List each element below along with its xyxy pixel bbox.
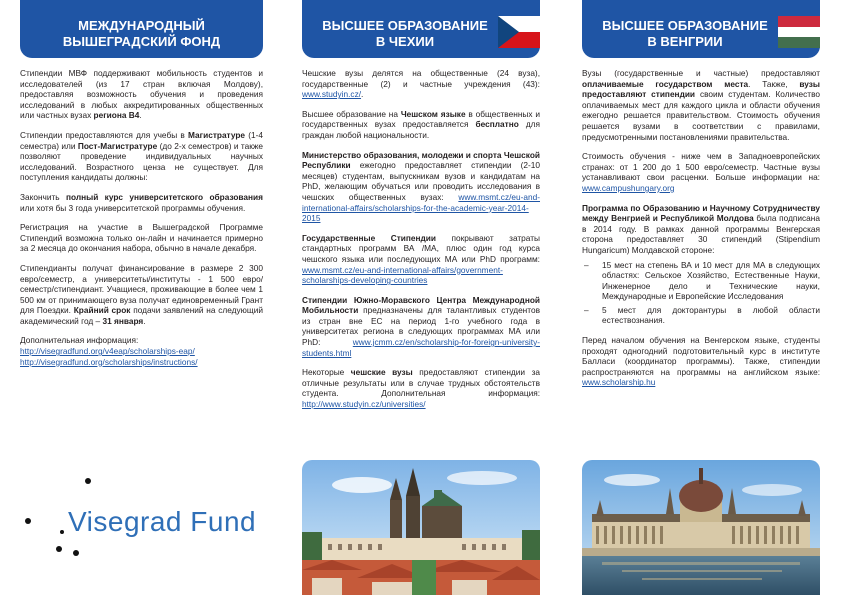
czech-flag-icon (498, 16, 540, 48)
logo-dot (85, 478, 91, 484)
column-body (20, 68, 263, 369)
scholarship-list (582, 260, 820, 327)
paragraph: Дополнительная информация: http://visegradfund.org/v4eap/scholarships-eap/ http://visegradfund.org/scholarships/instructions/ (20, 335, 198, 367)
column-body (302, 68, 540, 419)
paragraph: Высшее образование на Чешском языке в общественных и государственных вузах предоставляется бесплатно для граждан любой национальности. (302, 108, 540, 140)
paragraph: Некоторые чешские вузы предоставляют стипендии за отличные результаты или в случае трудных обстоятельств студента. Дополнительная информация: http://www.studyin.cz/universities/ (302, 367, 540, 410)
logo-dot (60, 530, 64, 534)
paragraph: Вузы (государственные и частные) предоставляют оплачиваемые государством места. Также, вузы предоставляют стипендии своим студентам. Количество оплачиваемых мест для каждого цикла и области обучения ежегодно решается правительством. Стоимость обучения решается вузами в соответствии с правилами, предусмотренными постановлениями правительства. (582, 68, 820, 142)
paragraph: Стипендии МВФ поддерживают мобильность студентов и исследователей (из 17 стран включая Молдову), предоставляя возможность обучения и проведения исследований в любых аккредитированных общественных или частных вузах региона В4. (20, 68, 263, 121)
paragraph: Программа по Образованию и Научному Сотрудничеству между Венгрией и Республикой Молдова была подписана в 2014 году. В рамках данной программы Венгерская сторона предоставляет 30 стипендий (Stipendium Hungaricum) Молдавской стороне: (582, 202, 820, 255)
column-title: МЕЖДУНАРОДНЫЙ ВЫШЕГРАДСКИЙ ФОНД (62, 18, 221, 49)
link-studyin-universities[interactable]: http://www.studyin.cz/universities/ (302, 399, 426, 410)
prague-photo-illustration (302, 460, 540, 595)
column-title: ВЫСШЕЕ ОБРАЗОВАНИЕ В ВЕНГРИИ (602, 18, 768, 49)
link-msmt-scholarships[interactable]: www.msmt.cz/eu-and-international-affairs/scholarships-for-the-academic-year-2014-2015 (302, 191, 540, 224)
paragraph: Стоимость обучения - ниже чем в Западноевропейских странах: от 1 200 до 1 500 евро/семестр. Частные вузы устанавливают свои расценки. Больше информации на: www.campushungary.org (582, 151, 820, 193)
list-item: – 15 мест на степень ВА и 10 мест для МА в следующих областях: Сельское Хозяйство, Естественные Науки, Инженерное дело и Технические науки, Международные и Европейские Исследования (582, 260, 820, 302)
budapest-photo-illustration (582, 460, 820, 595)
column-hungary (582, 0, 820, 595)
link-studyin[interactable]: www.studyin.cz/ (302, 89, 362, 100)
paragraph: Стипендии Южно-Моравского Центра Международной Мобильности предназначены для талантливых студентов из стран вне ЕС на период 1-го учебного года в университетах региона в следующих программах МА или PhD: www.jcmm.cz/en/scholarship-for-foreign-university-students.html (302, 294, 540, 358)
logo-dot (25, 518, 31, 524)
link-scholarship-hu[interactable]: www.scholarship.hu (582, 377, 656, 388)
logo-dot (73, 550, 79, 556)
paragraph: Стипендии предоставляются для учебы в Магистратуре (1-4 семестра) или Пост-Магистратуре (до 2-х семестров) и также позволяют проведение индивидуальных научных исследований. Возрастного ценза не существует. Для поступления кандидаты должны: (20, 129, 264, 183)
paragraph: Регистрация на участие в Вышеградской Программе Стипендий возможна только он-лайн и начинается примерно за 2 месяца до окончания набора, обычно в начале декабря. (20, 222, 263, 254)
paragraph: Закончить полный курс университетского образования или хотя бы 3 года университетской программы обучения. (20, 191, 263, 213)
paragraph: Перед началом обучения на Венгерском языке, студенты проходят одногодний подготовительный курс в институте Балласи (координатор программы). Также, стипендии распространяются на программы на английском языке: www.scholarship.hu (582, 335, 820, 388)
link-visegrad-instructions[interactable]: http://visegradfund.org/scholarships/instructions/ (20, 356, 198, 367)
prague-castle-photo (302, 460, 540, 595)
header-tab (302, 0, 540, 58)
paragraph: Министерство образования, молодежи и спорта Чешской Республики ежегодно предоставляет стипендии (2-10 месяцев) студентам, выпускникам вузов и кандидатам на PhD, желающим обучаться или проводить исследования в чешских общественных вузах: www.msmt.cz/eu-and-international-affairs/scholarships-for-the-academic-year-2014-2015 (302, 149, 540, 224)
column-body (582, 68, 820, 397)
header-tab (582, 0, 820, 58)
link-jcmm[interactable]: www.jcmm.cz/en/scholarship-for-foreign-university-students.html (302, 337, 540, 358)
paragraph: Стипендианты получат финансирование в размере 2 300 евро/семестр, а университеты/институты - 1 500 евро/семестр/стипендиант. Учащиеся, проживающие в более чем 1 500 км от принимающего вуза получат единовременный Грант для Поездки. Крайний срок подачи заявлений на следующий академический год – 31 января. (20, 262, 263, 326)
paragraph: Чешские вузы делятся на общественные (24 вуза), государственные (2) и частные учреждения (43): www.studyin.cz/. (302, 68, 540, 100)
list-item: – 5 мест для докторантуры в любой области естествознания. (582, 305, 820, 326)
logo-text: Visegrad Fund (68, 506, 257, 537)
logo-dot (56, 546, 62, 552)
column-title: ВЫСШЕЕ ОБРАЗОВАНИЕ В ЧЕХИИ (322, 18, 488, 49)
hungary-flag-icon (778, 16, 820, 48)
budapest-parliament-photo (582, 460, 820, 595)
link-visegrad-eap[interactable]: http://visegradfund.org/v4eap/scholarships-eap/ (20, 346, 195, 357)
link-campushungary[interactable]: www.campushungary.org (582, 182, 675, 193)
header-tab (20, 0, 263, 58)
link-msmt-government[interactable]: www.msmt.cz/eu-and-international-affairs/government-scholarships-developing-countries (302, 264, 503, 286)
column-czech (302, 0, 540, 595)
paragraph: Государственные Стипендии покрывают затраты стандартных программ ВА /МА, плюс один год курса чешского языка или последующих МА или PhD программ: www.msmt.cz/eu-and-international-affairs/government-scholarships-developing-countries (302, 232, 540, 286)
